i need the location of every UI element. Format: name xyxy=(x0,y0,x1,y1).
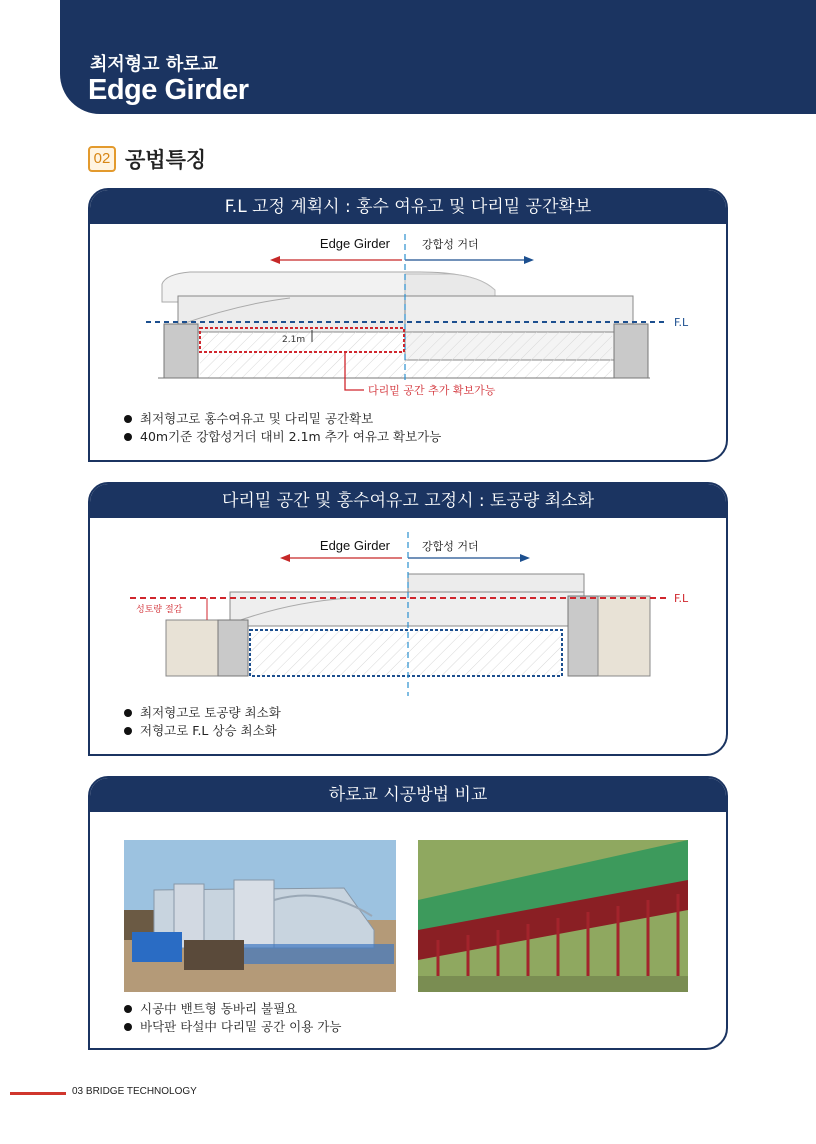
abutment-right xyxy=(614,324,648,378)
ground-hatch xyxy=(200,332,612,378)
label-space-added: 다리밑 공간 추가 확보가능 xyxy=(368,384,496,397)
panel3-bullets xyxy=(122,1000,341,1036)
panel-space-fixed xyxy=(88,482,728,756)
diagram-fl-fixed xyxy=(90,224,728,399)
footer-accent-line xyxy=(10,1092,66,1095)
label-fl: F.L xyxy=(674,592,689,605)
arrow-right-head xyxy=(524,256,534,264)
abutment-left xyxy=(218,620,248,676)
composite-deck xyxy=(405,296,633,332)
section-title: 공법특징 xyxy=(125,148,207,172)
abutment-right xyxy=(568,596,598,676)
bullet-item: 40m기준 강합성거더 대비 2.1m 추가 여유고 확보가능 xyxy=(122,428,441,446)
panel-fl-fixed-title: F.L 고정 계획시 : 홍수 여유고 및 다리밑 공간확보 xyxy=(90,190,726,224)
panel-construction-title: 하로교 시공방법 비교 xyxy=(90,778,726,812)
bullet-item: 최저형고로 토공량 최소화 xyxy=(122,704,281,722)
footer-text: 03 BRIDGE TECHNOLOGY xyxy=(72,1086,197,1097)
bullet-item: 최저형고로 홍수여유고 및 다리밑 공간확보 xyxy=(122,410,441,428)
photo-edge-girder-site xyxy=(124,840,396,992)
label-edge-girder: Edge Girder xyxy=(319,236,390,251)
ground-hatch xyxy=(250,630,562,676)
label-composite-girder: 강합성 거더 xyxy=(422,540,479,553)
embankment-right xyxy=(598,596,650,676)
header-subtitle: 최저형고 하로교 xyxy=(90,54,218,75)
diagram-space-fixed xyxy=(90,518,728,698)
label-fl: F.L xyxy=(674,316,689,329)
embankment-left xyxy=(166,620,218,676)
label-composite-girder: 강합성 거더 xyxy=(422,238,479,251)
bullet-item: 저형고로 F.L 상승 최소화 xyxy=(122,722,281,740)
panel-fl-fixed xyxy=(88,188,728,462)
label-fill-reduction: 성토량 절감 xyxy=(136,605,183,615)
bullet-item: 바닥판 타설中 다리밑 공간 이용 가능 xyxy=(122,1018,341,1036)
section-number-badge: 02 xyxy=(88,146,116,172)
header-title: Edge Girder xyxy=(88,74,249,106)
arrow-right-head xyxy=(520,554,530,562)
label-height: 2.1m xyxy=(282,335,306,345)
label-edge-girder: Edge Girder xyxy=(319,538,390,553)
arrow-left-head xyxy=(280,554,290,562)
panel2-bullets xyxy=(122,704,281,740)
panel-space-fixed-title: 다리밑 공간 및 홍수여유고 고정시 : 토공량 최소화 xyxy=(90,484,726,518)
photo-composite-girder-site xyxy=(418,840,688,992)
bullet-item: 시공中 밴트형 동바리 불필요 xyxy=(122,1000,341,1018)
arrow-left-head xyxy=(270,256,280,264)
panel-construction-compare xyxy=(88,776,728,1050)
panel1-bullets xyxy=(122,410,441,446)
abutment-left xyxy=(164,324,198,378)
